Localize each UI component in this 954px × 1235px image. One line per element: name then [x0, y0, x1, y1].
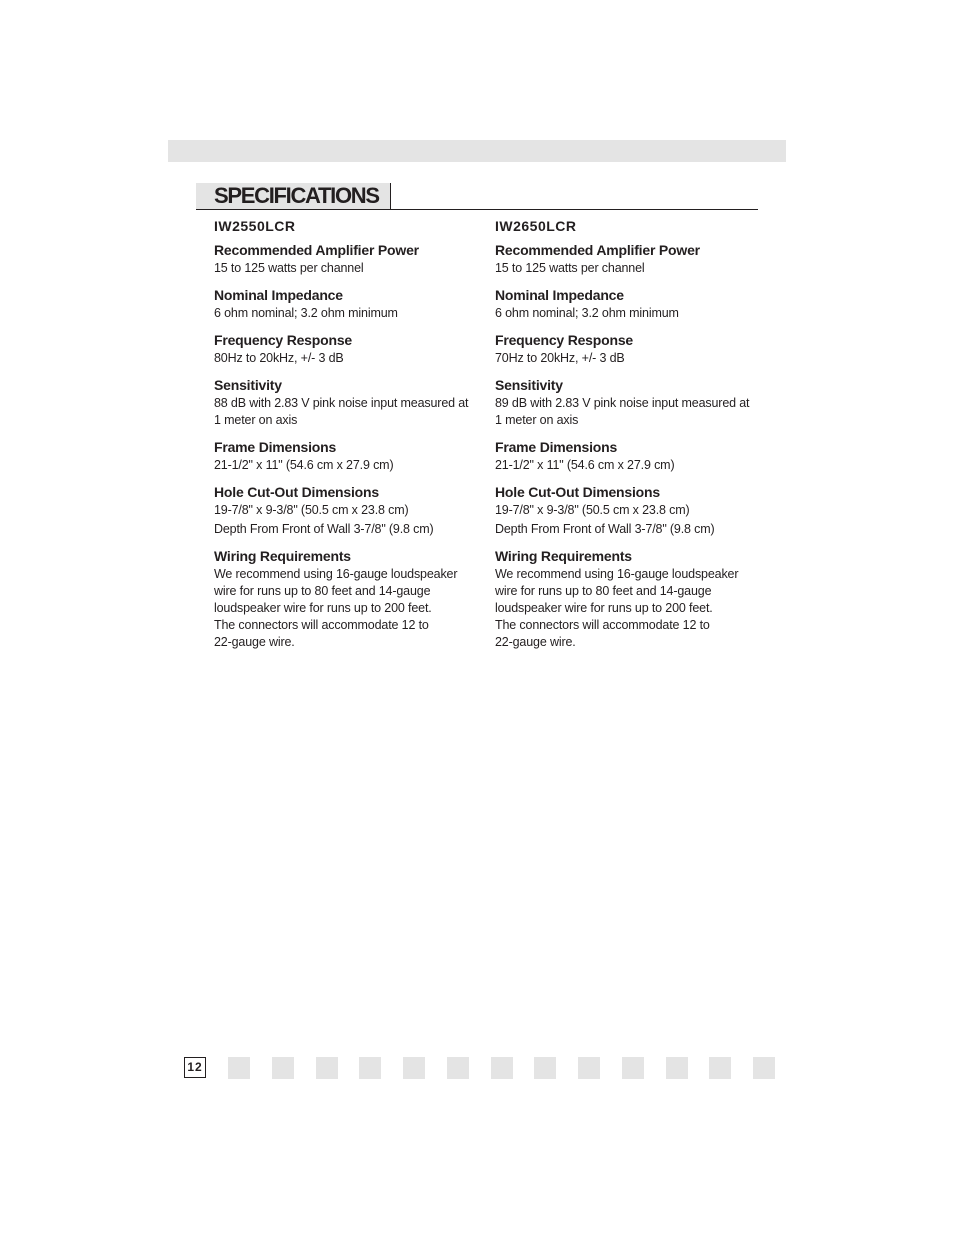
spec-label: Frame Dimensions: [214, 439, 337, 455]
footer-square: [359, 1057, 381, 1079]
spec-label: Sensitivity: [495, 377, 563, 393]
spec-label: Frequency Response: [495, 332, 633, 348]
spec-label: Hole Cut-Out Dimensions: [495, 484, 660, 500]
spec-value-line: 21-1/2" x 11" (54.6 cm x 27.9 cm): [214, 458, 394, 472]
footer-square: [753, 1057, 775, 1079]
spec-value-line: 1 meter on axis: [495, 413, 579, 427]
spec-value-line: wire for runs up to 80 feet and 14-gauge: [214, 584, 431, 598]
spec-value-line: The connectors will accommodate 12 to: [495, 618, 710, 632]
spec-value-line: We recommend using 16-gauge loudspeaker: [214, 567, 458, 581]
spec-label: Frequency Response: [214, 332, 352, 348]
spec-label: Wiring Requirements: [214, 548, 351, 564]
spec-item: [495, 375, 765, 429]
page-footer: [184, 1057, 776, 1079]
spec-value-line: We recommend using 16-gauge loudspeaker: [495, 567, 739, 581]
footer-square: [316, 1057, 338, 1079]
spec-item: [214, 285, 484, 322]
footer-square: [578, 1057, 600, 1079]
footer-square: [228, 1057, 250, 1079]
spec-value-line: 80Hz to 20kHz, +/- 3 dB: [214, 351, 344, 365]
spec-value-line: 6 ohm nominal; 3.2 ohm minimum: [214, 306, 398, 320]
spec-value-line: 19-7/8" x 9-3/8" (50.5 cm x 23.8 cm): [214, 503, 409, 517]
spec-value-line: loudspeaker wire for runs up to 200 feet.: [214, 601, 432, 615]
header-band: [168, 140, 786, 162]
spec-label: Recommended Amplifier Power: [214, 242, 419, 258]
footer-square: [491, 1057, 513, 1079]
spec-item: [214, 240, 484, 277]
spec-value-line: 21-1/2" x 11" (54.6 cm x 27.9 cm): [495, 458, 675, 472]
footer-square: [622, 1057, 644, 1079]
spec-value-line: 19-7/8" x 9-3/8" (50.5 cm x 23.8 cm): [495, 503, 690, 517]
spec-label: Frame Dimensions: [495, 439, 618, 455]
spec-value-line: Depth From Front of Wall 3-7/8" (9.8 cm): [214, 522, 434, 536]
model-name: IW2650LCR: [495, 218, 577, 234]
spec-label: Sensitivity: [214, 377, 282, 393]
spec-label: Recommended Amplifier Power: [495, 242, 700, 258]
spec-item: [214, 330, 484, 367]
footer-square: [403, 1057, 425, 1079]
spec-value-line: 70Hz to 20kHz, +/- 3 dB: [495, 351, 625, 365]
page-number: 12: [184, 1057, 206, 1078]
spec-label: Hole Cut-Out Dimensions: [214, 484, 379, 500]
spec-label: Nominal Impedance: [495, 287, 624, 303]
spec-item: [214, 437, 484, 474]
spec-item: [214, 546, 484, 651]
footer-square: [534, 1057, 556, 1079]
spec-value-line: 15 to 125 watts per channel: [495, 261, 645, 275]
spec-item: [495, 546, 765, 651]
spec-value-line: 15 to 125 watts per channel: [214, 261, 364, 275]
spec-value-line: The connectors will accommodate 12 to: [214, 618, 429, 632]
spec-value-line: 89 dB with 2.83 V pink noise input measured at: [495, 396, 750, 410]
spec-label: Nominal Impedance: [214, 287, 343, 303]
spec-value-line: 1 meter on axis: [214, 413, 298, 427]
spec-item: [495, 482, 765, 538]
spec-value-line: 6 ohm nominal; 3.2 ohm minimum: [495, 306, 679, 320]
footer-square: [272, 1057, 294, 1079]
footer-square: [666, 1057, 688, 1079]
spec-value-line: loudspeaker wire for runs up to 200 feet.: [495, 601, 713, 615]
spec-item: [495, 240, 765, 277]
footer-square: [709, 1057, 731, 1079]
spec-item: [495, 330, 765, 367]
spec-value-line: 88 dB with 2.83 V pink noise input measured at: [214, 396, 469, 410]
title-rule: [196, 209, 758, 210]
spec-column-right: [495, 216, 765, 659]
spec-value-line: Depth From Front of Wall 3-7/8" (9.8 cm): [495, 522, 715, 536]
spec-item: [495, 285, 765, 322]
spec-item: [214, 375, 484, 429]
spec-value-line: wire for runs up to 80 feet and 14-gauge: [495, 584, 712, 598]
spec-column-left: [214, 216, 484, 659]
model-name: IW2550LCR: [214, 218, 296, 234]
footer-square: [447, 1057, 469, 1079]
page-title: SPECIFICATIONS: [214, 183, 379, 208]
spec-value-line: 22-gauge wire.: [214, 635, 295, 649]
spec-item: [495, 437, 765, 474]
spec-value-line: 22-gauge wire.: [495, 635, 576, 649]
spec-item: [214, 482, 484, 538]
spec-label: Wiring Requirements: [495, 548, 632, 564]
